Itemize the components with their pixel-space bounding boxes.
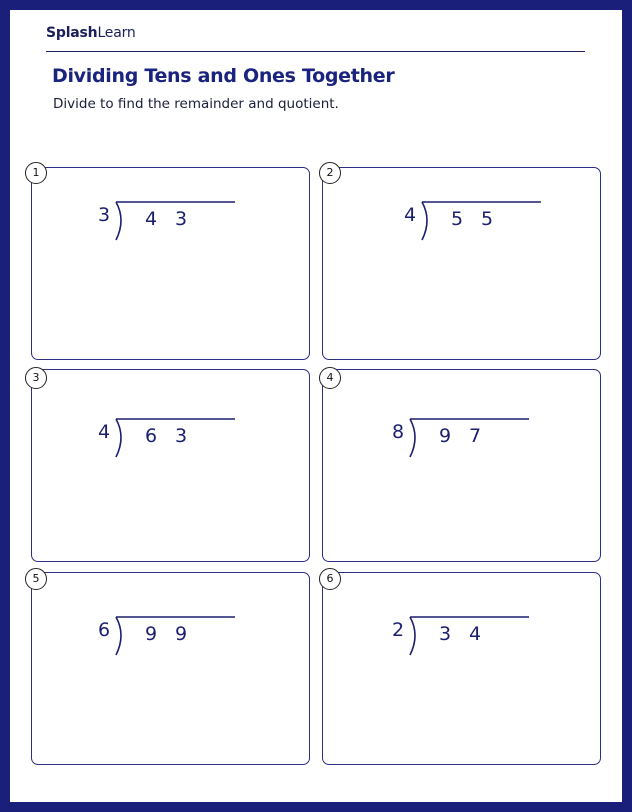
dividend-tens-digit: 6 <box>145 425 158 447</box>
dividend-tens-digit: 9 <box>439 425 452 447</box>
dividend <box>451 208 511 230</box>
dividend-ones-digit: 7 <box>469 425 482 447</box>
divisor: 4 <box>98 421 111 443</box>
divisor: 4 <box>404 204 417 226</box>
problem-box-6 <box>322 572 601 765</box>
worksheet-title: Dividing Tens and Ones Together <box>52 65 395 87</box>
dividend-tens-digit: 4 <box>145 208 158 230</box>
header-divider <box>46 51 585 52</box>
problem-box-1 <box>31 167 310 360</box>
logo-bold-text: Splash <box>46 25 98 41</box>
dividend-ones-digit: 5 <box>481 208 494 230</box>
dividend <box>439 623 499 645</box>
divisor: 2 <box>392 619 405 641</box>
division-problem-2 <box>404 200 554 250</box>
worksheet-instructions: Divide to find the remainder and quotient. <box>53 96 339 112</box>
division-problem-6 <box>392 615 542 665</box>
problem-number-badge: 3 <box>25 367 47 389</box>
division-problem-5 <box>98 615 248 665</box>
problem-number-badge: 2 <box>319 162 341 184</box>
problem-box-5 <box>31 572 310 765</box>
dividend-ones-digit: 9 <box>175 623 188 645</box>
dividend-tens-digit: 9 <box>145 623 158 645</box>
dividend <box>145 623 205 645</box>
problem-number-badge: 5 <box>25 568 47 590</box>
division-problem-4 <box>392 417 542 467</box>
division-problem-1 <box>98 200 248 250</box>
dividend <box>439 425 499 447</box>
splashlearn-logo <box>46 25 136 41</box>
problem-number-badge: 6 <box>319 568 341 590</box>
dividend-ones-digit: 4 <box>469 623 482 645</box>
dividend-ones-digit: 3 <box>175 208 188 230</box>
division-problem-3 <box>98 417 248 467</box>
dividend <box>145 208 205 230</box>
problem-number-badge: 4 <box>319 367 341 389</box>
divisor: 3 <box>98 204 111 226</box>
dividend-tens-digit: 5 <box>451 208 464 230</box>
problem-number-badge: 1 <box>25 162 47 184</box>
problem-box-2 <box>322 167 601 360</box>
dividend <box>145 425 205 447</box>
dividend-tens-digit: 3 <box>439 623 452 645</box>
logo-regular-text: Learn <box>97 25 136 41</box>
divisor: 6 <box>98 619 111 641</box>
divisor: 8 <box>392 421 405 443</box>
dividend-ones-digit: 3 <box>175 425 188 447</box>
